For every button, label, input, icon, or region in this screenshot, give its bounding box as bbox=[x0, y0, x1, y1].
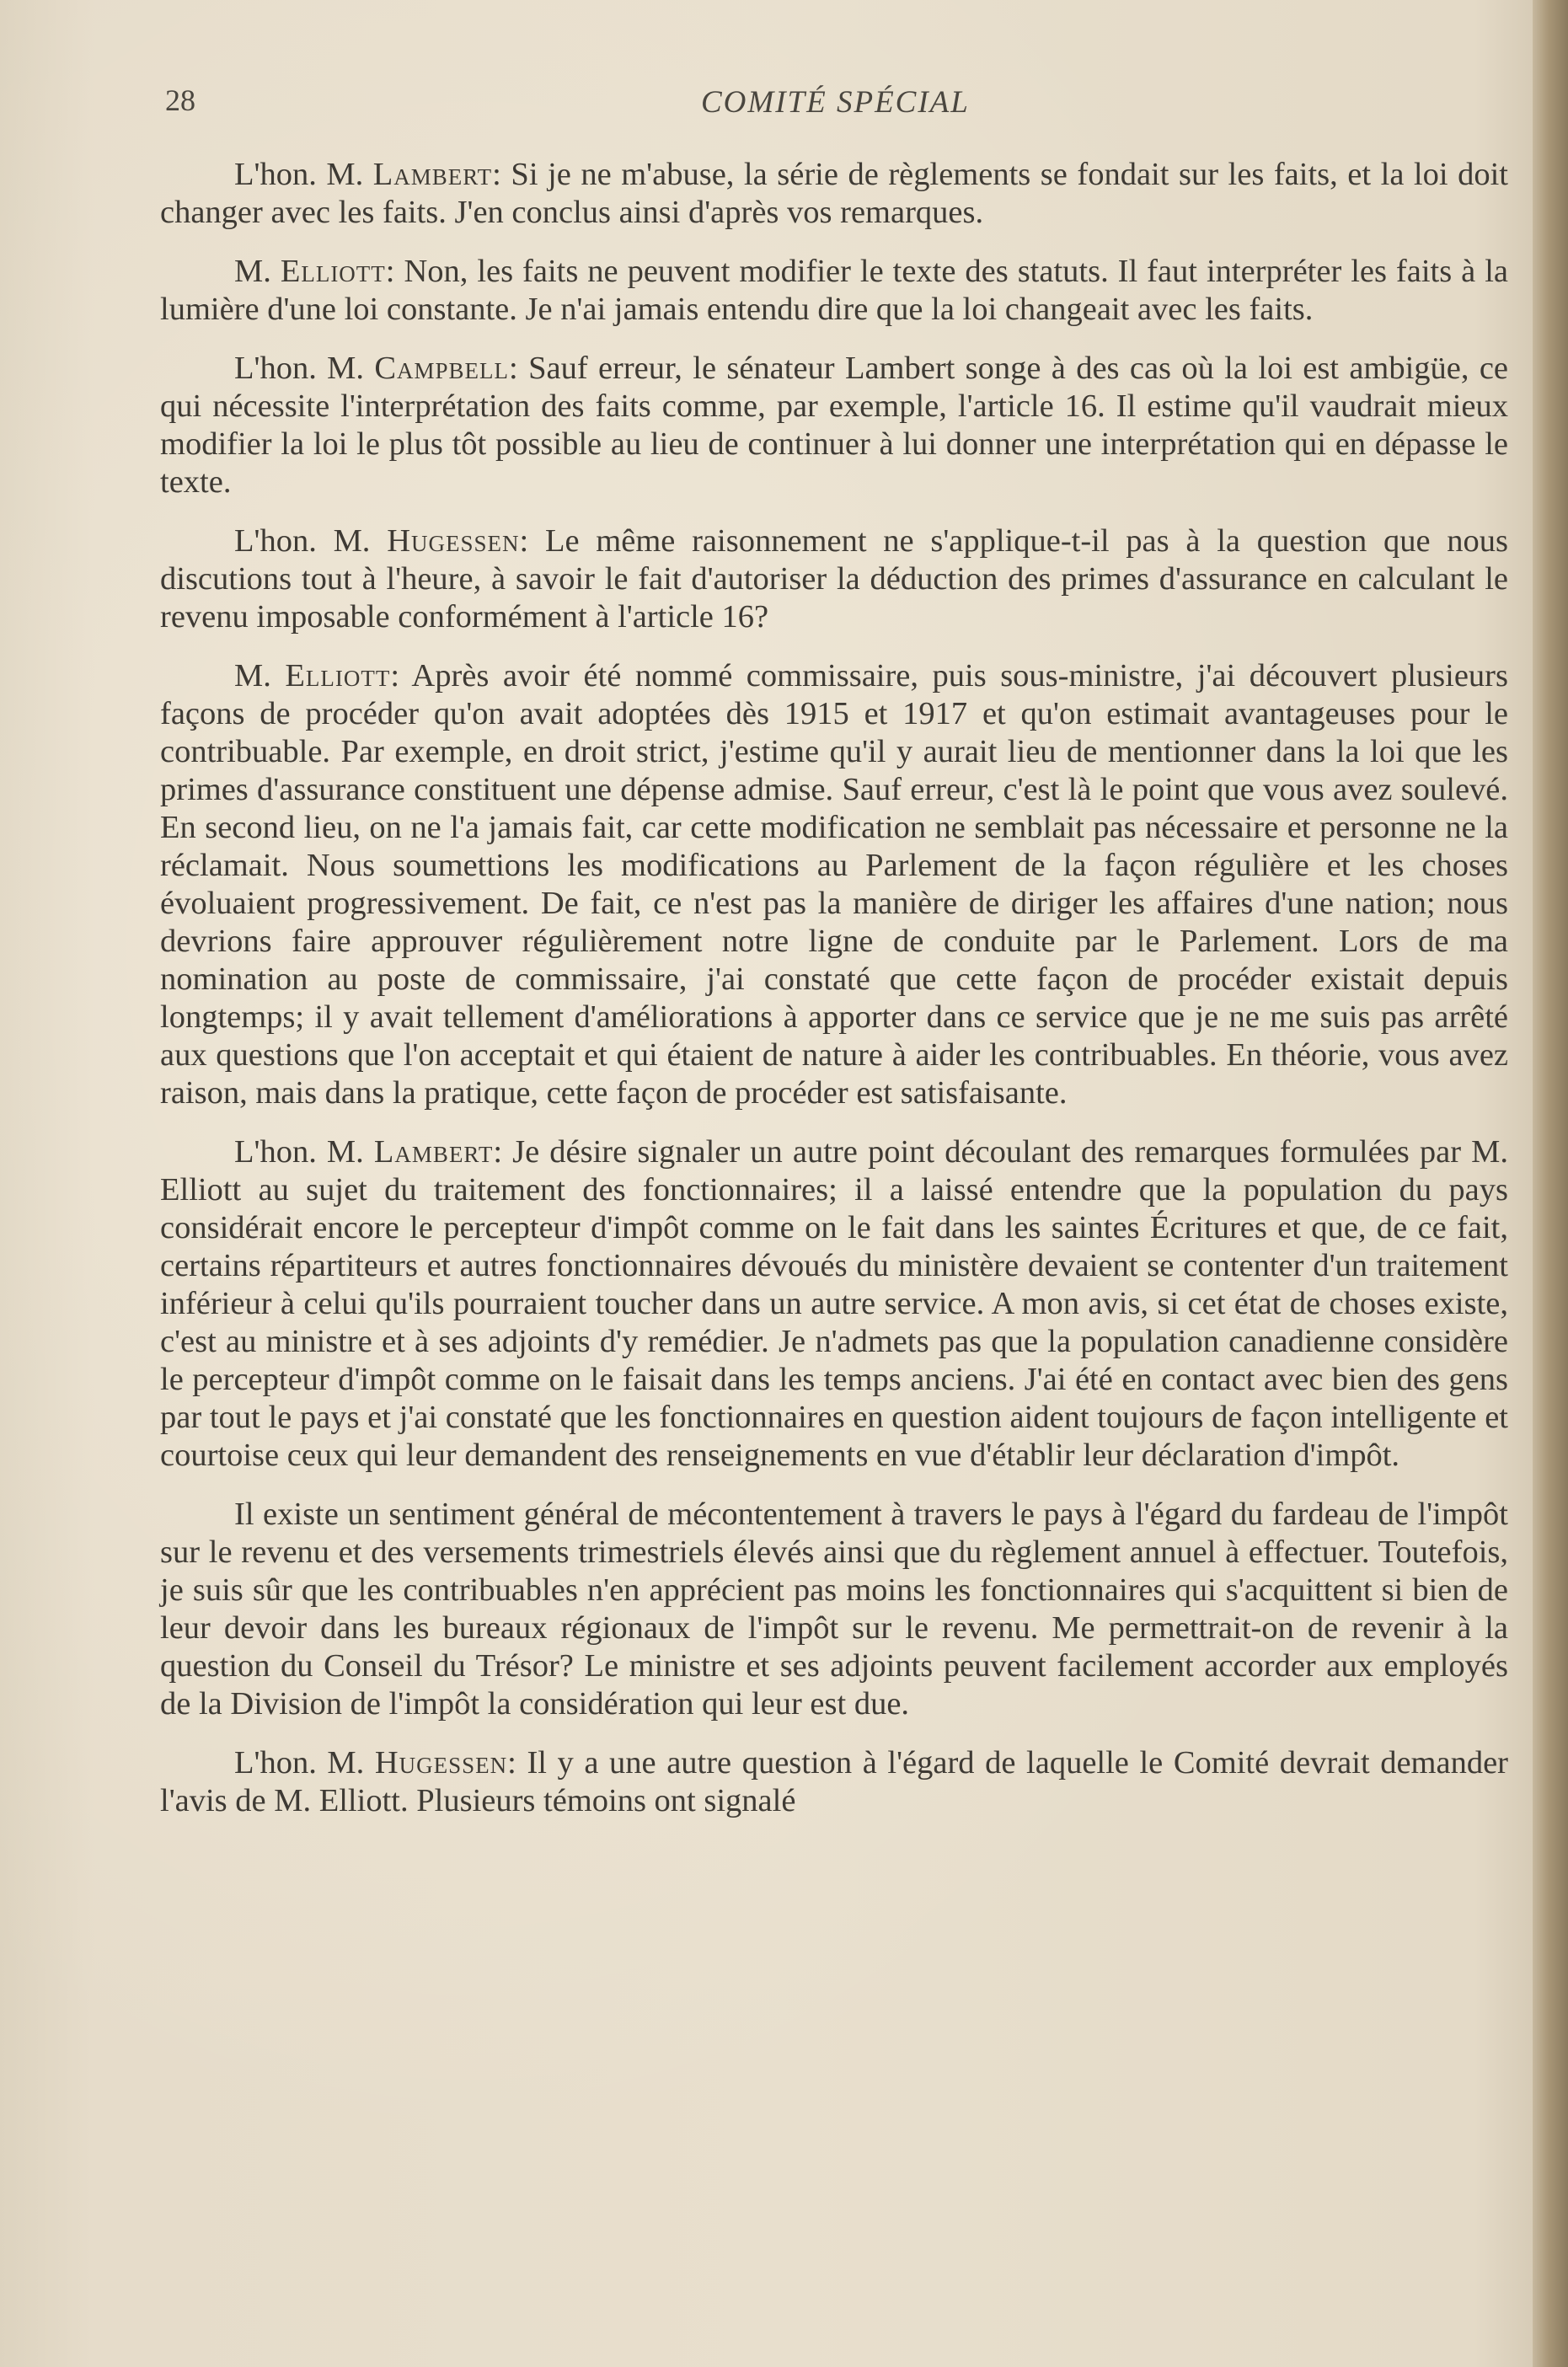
paragraph-lambert-1 bbox=[160, 156, 1508, 232]
running-title: COMITÉ SPÉCIAL bbox=[701, 85, 970, 120]
paragraph-text: : Après avoir été nommé commissaire, puis sous-ministre, j'ai découvert plusieurs façons de procéder qu'on avait adoptées dès 1915 et 1917 et qu'on estimait avantageuses pour le contribuable. Par exemple, en droit strict, j'estime qu'il y aurait lieu de mentionner dans la loi que les primes d'assurance constituent une dépense admise. Sauf erreur, c'est là le point que vous avez soulevé. En second lieu, on ne l'a jamais fait, car cette modification ne semblait pas nécessaire et personne ne la réclamait. Nous soumettions les modifications au Parlement de la façon régulière et les choses évoluaient progressivement. De fait, ce n'est pas la manière de diriger les affaires d'une nation; nous devrions faire approuver régulièrement notre ligne de conduite par le Parlement. Lors de ma nomination au poste de commissaire, j'ai constaté que cette façon de procéder existait depuis longtemps; il y avait tellement d'améliorations à apporter dans ce service que je ne me suis pas arrêté aux questions que l'on acceptait et qui étaient de nature à aider les contribuables. En théorie, vous avez raison, mais dans la pratique, cette façon de procéder est satisfaisante. bbox=[160, 658, 1508, 1111]
paragraph-text: : Il y a une autre question à l'égard de laquelle le Comité devrait demander l'avis de M. Elliott. Plusieurs témoins ont signalé bbox=[160, 1745, 1508, 1818]
speaker-prefix: L'hon. M. bbox=[234, 523, 388, 559]
book-spine-shadow bbox=[1533, 0, 1568, 2367]
speaker-name: Lambert bbox=[372, 157, 493, 192]
speaker-name: Hugessen bbox=[387, 523, 520, 559]
speaker-prefix: L'hon. M. bbox=[234, 351, 375, 386]
speaker-prefix: M. bbox=[234, 254, 281, 289]
paragraph-lambert-3 bbox=[160, 1496, 1508, 1723]
paragraph-elliott-1 bbox=[160, 253, 1508, 329]
paragraph-lambert-2 bbox=[160, 1133, 1508, 1475]
speaker-name: Elliott bbox=[280, 254, 386, 289]
paragraph-text: Il existe un sentiment général de mécontentement à travers le pays à l'égard du fardeau de l'impôt sur le revenu et des versements trimestriels élevés ainsi que du règlement annuel à effectuer. Toutefois, je suis sûr que les contribuables n'en apprécient pas moins les fonctionnaires qui s'acquittent si bien de leur devoir dans les bureaux régionaux de l'impôt sur le revenu. Me permettrait-on de revenir à la question du Conseil du Trésor? Le ministre et ses adjoints peuvent facilement accorder aux employés de la Division de l'impôt la considération qui leur est due. bbox=[160, 1497, 1508, 1722]
paragraph-text: : Si je ne m'abuse, la série de règlements se fondait sur les faits, et la loi doit changer avec les faits. J'en conclus ainsi d'après vos remarques. bbox=[160, 157, 1509, 230]
paragraph-text: : Je désire signaler un autre point découlant des remarques formulées par M. Elliott au sujet du traitement des fonctionnaires; il a laissé entendre que la population du pays considérait encore le percepteur d'impôt comme on le fait dans les saintes Écritures et que, de ce fait, certains répartiteurs et autres fonctionnaires dévoués du ministère devaient se contenter d'un traitement inférieur à celui qu'ils pourraient toucher dans un autre service. A mon avis, si cet état de choses existe, c'est au ministre et à ses adjoints d'y remédier. Je n'admets pas que la population canadienne considère le percepteur d'impôt comme on le faisait dans les temps anciens. J'ai été en contact avec bien des gens par tout le pays et j'ai constaté que les fonctionnaires en question aident toujours de façon intelligente et courtoise ceux qui leur demandent des renseignements en vue d'établir leur déclaration d'impôt. bbox=[160, 1134, 1508, 1473]
speaker-name: Hugessen bbox=[374, 1745, 508, 1781]
paragraph-hugessen-2 bbox=[160, 1744, 1508, 1820]
page-number: 28 bbox=[165, 83, 195, 117]
paragraph-text: : Sauf erreur, le sénateur Lambert songe à des cas où la loi est ambigüe, ce qui nécessite l'interprétation des faits comme, par exemple, l'article 16. Il estime qu'il vaudrait mieux modifier la loi le plus tôt possible au lieu de continuer à lui donner une interprétation qui en dépasse le texte. bbox=[160, 351, 1509, 500]
paragraph-text: : Non, les faits ne peuvent modifier le texte des statuts. Il faut interpréter les faits à la lumière d'une loi constante. Je n'ai jamais entendu dire que la loi changeait avec les faits. bbox=[160, 254, 1508, 327]
paragraph-hugessen-1 bbox=[160, 522, 1508, 636]
speaker-prefix: L'hon. M. bbox=[234, 1745, 375, 1781]
speaker-name: Elliott bbox=[285, 658, 391, 693]
speaker-prefix: L'hon. M. bbox=[234, 157, 373, 192]
paragraph-elliott-2 bbox=[160, 657, 1508, 1112]
paragraph-campbell bbox=[160, 350, 1508, 501]
page-header bbox=[0, 83, 1568, 126]
body-text bbox=[160, 156, 1508, 1841]
speaker-prefix: L'hon. M. bbox=[234, 1134, 374, 1170]
speaker-name: Lambert bbox=[373, 1134, 494, 1170]
speaker-name: Campbell bbox=[374, 351, 510, 386]
speaker-prefix: M. bbox=[234, 658, 286, 693]
paragraph-text: : Le même raisonnement ne s'applique-t-il pas à la question que nous discutions tout à l'heure, à savoir le fait d'autoriser la déduction des primes d'assurance en calculant le revenu imposable conformément à l'article 16? bbox=[160, 523, 1509, 635]
